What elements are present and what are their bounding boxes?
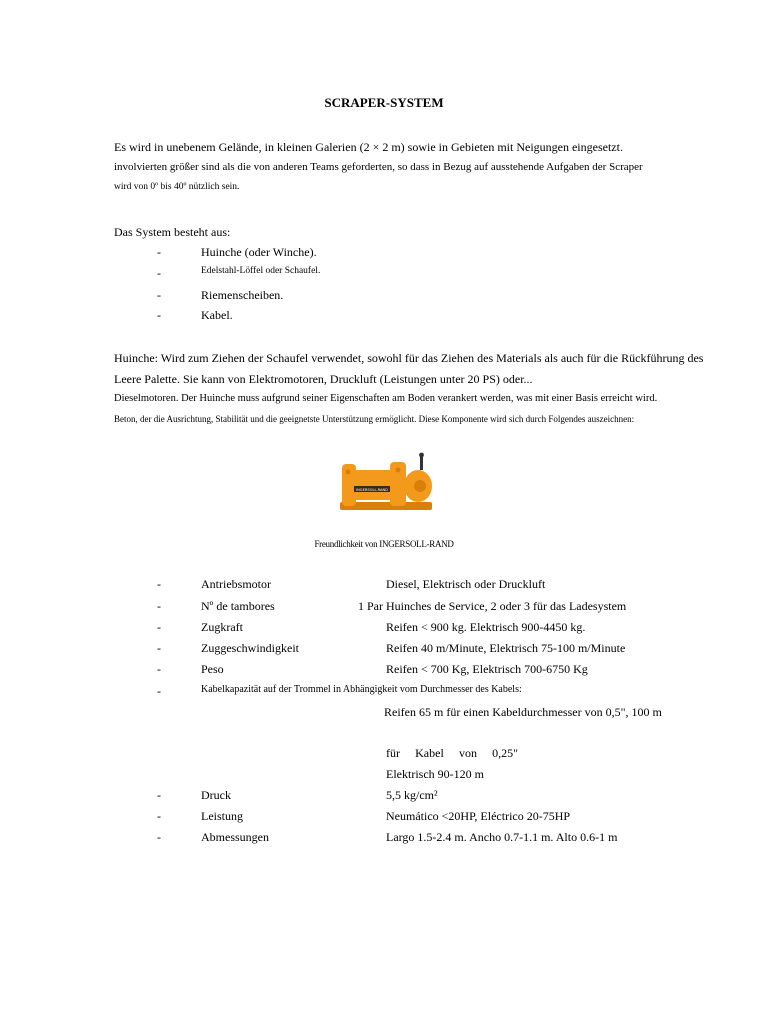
capacity-word: von bbox=[458, 746, 477, 760]
list-dash: - bbox=[157, 308, 161, 322]
component-label: Riemenscheiben. bbox=[201, 288, 284, 302]
list-dash: - bbox=[157, 245, 161, 259]
huinche-line-2: Leere Palette. Sie kann von Elektromotoren, Druckluft (Leistungen unter 20 PS) oder... bbox=[114, 372, 533, 386]
spec-value: Reifen < 900 kg. Elektrisch 900-4450 kg. bbox=[386, 620, 586, 634]
list-dash: - bbox=[157, 809, 161, 823]
list-dash: - bbox=[157, 788, 161, 802]
component-label: Edelstahl-Löffel oder Schaufel. bbox=[201, 266, 321, 276]
spec-label: Antriebsmotor bbox=[201, 577, 271, 591]
capacity-word: 0,25" bbox=[492, 746, 518, 760]
winch-motor-hub bbox=[414, 480, 426, 492]
spec-label: Zuggeschwindigkeit bbox=[201, 641, 299, 655]
list-dash: - bbox=[157, 266, 161, 280]
spec-label: Zugkraft bbox=[201, 620, 243, 634]
winch-image bbox=[334, 452, 438, 516]
image-caption: Freundlichkeit von INGERSOLL-RAND bbox=[314, 539, 454, 549]
intro-line-3: wird von 0º bis 40º nützlich sein. bbox=[114, 182, 240, 192]
list-dash: - bbox=[157, 620, 161, 634]
spec-value: Reifen < 700 Kg, Elektrisch 700-6750 Kg bbox=[386, 662, 588, 676]
list-dash: - bbox=[157, 662, 161, 676]
huinche-line-4: Beton, der die Ausrichtung, Stabilität und die geeignetste Unterstützung ermöglicht. Diese Komponente wird sich durch Folgendes auszeichnen: bbox=[114, 414, 635, 424]
component-label: Huinche (oder Winche). bbox=[201, 245, 317, 259]
components-heading: Das System besteht aus: bbox=[114, 225, 231, 239]
spec-value: 1 Par Huinches de Service, 2 oder 3 für das Ladesystem bbox=[358, 599, 627, 613]
spec-value: Largo 1.5-2.4 m. Ancho 0.7-1.1 m. Alto 0.6-1 m bbox=[386, 830, 618, 844]
huinche-line-3: Dieselmotoren. Der Huinche muss aufgrund seiner Eigenschaften am Boden verankert werden, was mit einer Basis erreicht wird. bbox=[114, 393, 658, 404]
spec-label: Peso bbox=[201, 662, 224, 676]
spec-value: Reifen 40 m/Minute, Elektrisch 75-100 m/Minute bbox=[386, 641, 626, 655]
capacity-value: Elektrisch 90-120 m bbox=[386, 767, 484, 781]
component-label: Kabel. bbox=[201, 308, 233, 322]
capacity-word: Kabel bbox=[415, 746, 444, 760]
list-dash: - bbox=[157, 684, 161, 698]
list-dash: - bbox=[157, 288, 161, 302]
capacity-words bbox=[386, 747, 518, 759]
list-dash: - bbox=[157, 830, 161, 844]
winch-brand-label: INGERSOLL-RAND bbox=[356, 488, 388, 492]
capacity-word: für bbox=[386, 746, 400, 760]
page-title: SCRAPER-SYSTEM bbox=[324, 95, 444, 110]
spec-value: Neumático <20HP, Eléctrico 20-75HP bbox=[386, 809, 571, 823]
spec-value: 5,5 kg/cm² bbox=[386, 788, 438, 802]
spec-label: Druck bbox=[201, 788, 231, 802]
huinche-line-1: Huinche: Wird zum Ziehen der Schaufel verwendet, sowohl für das Ziehen des Materials als auch für die Rückführung des bbox=[114, 351, 704, 365]
winch-bolt bbox=[346, 470, 351, 475]
spec-label: Nº de tambores bbox=[201, 599, 275, 613]
list-dash: - bbox=[157, 641, 161, 655]
winch-drum bbox=[352, 470, 394, 500]
list-dash: - bbox=[157, 577, 161, 591]
spec-label: Kabelkapazität auf der Trommel in Abhängigkeit vom Durchmesser des Kabels: bbox=[201, 684, 522, 695]
spec-label: Leistung bbox=[201, 809, 243, 823]
list-dash: - bbox=[157, 599, 161, 613]
intro-line-2: involvierten größer sind als die von anderen Teams geforderten, so dass in Bezug auf ausstehende Aufgaben der Scraper bbox=[114, 161, 643, 173]
winch-bolt bbox=[396, 468, 401, 473]
winch-lever-knob bbox=[419, 453, 424, 458]
capacity-value: Reifen 65 m für einen Kabeldurchmesser von 0,5", 100 m bbox=[384, 705, 662, 719]
intro-line-1: Es wird in unebenem Gelände, in kleinen Galerien (2 × 2 m) sowie in Gebieten mit Neigungen eingesetzt. bbox=[114, 140, 623, 154]
spec-label: Abmessungen bbox=[201, 830, 269, 844]
spec-value: Diesel, Elektrisch oder Druckluft bbox=[386, 577, 546, 591]
